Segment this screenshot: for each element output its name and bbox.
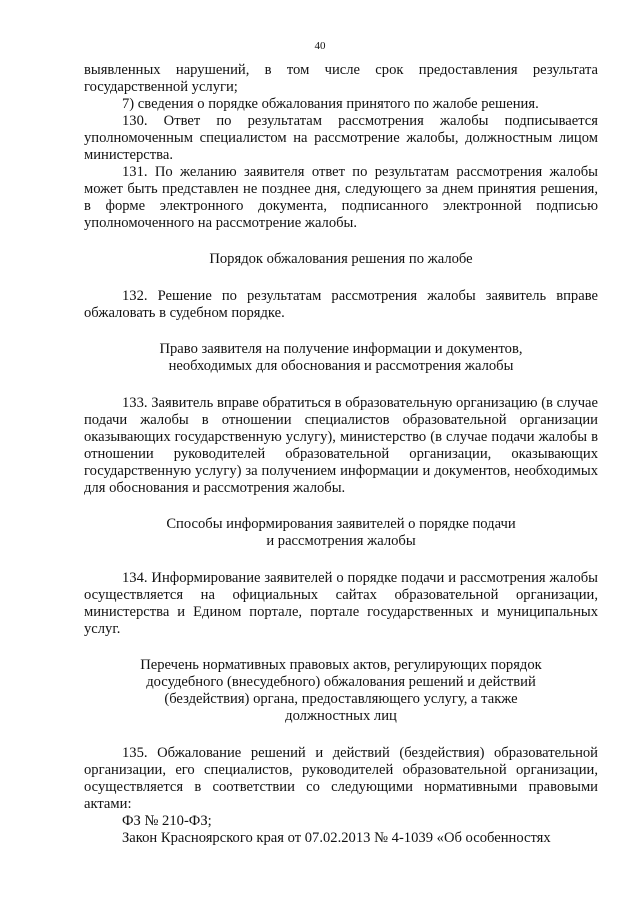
- spacer: [84, 375, 598, 395]
- document-body: [84, 62, 598, 847]
- page-number: 40: [314, 40, 326, 52]
- section-heading-line: должностных лиц: [285, 708, 397, 724]
- paragraph: ФЗ № 210-ФЗ;: [122, 813, 212, 829]
- section-heading: [84, 251, 598, 268]
- spacer: [84, 322, 598, 341]
- paragraph: 131. По желанию заявителя ответ по результатам рассмотрения жалобы может быть представлен не позднее дня, следующего за днем принятия решения, в форме электронного документа, подписанного электронной подписью уполномоченного на рассмотрение жалобы.: [84, 164, 598, 231]
- section-heading-line: Право заявителя на получение информации и документов,: [159, 341, 523, 357]
- section-heading-line: Перечень нормативных правовых актов, регулирующих порядок: [140, 657, 542, 673]
- section-heading-line: Порядок обжалования решения по жалобе: [209, 251, 473, 267]
- spacer: [84, 232, 598, 251]
- section-heading-line: и рассмотрения жалобы: [266, 533, 416, 549]
- paragraph: 132. Решение по результатам рассмотрения жалобы заявитель вправе обжаловать в судебном порядке.: [84, 288, 598, 321]
- spacer: [84, 638, 598, 657]
- section-heading: [84, 341, 598, 375]
- section-heading-line: необходимых для обоснования и рассмотрения жалобы: [168, 358, 514, 374]
- paragraph: 7) сведения о порядке обжалования принятого по жалобе решения.: [122, 96, 539, 112]
- section-heading-line: Способы информирования заявителей о порядке подачи: [166, 516, 516, 532]
- section-heading: [84, 516, 598, 550]
- spacer: [84, 550, 598, 570]
- paragraph: 133. Заявитель вправе обратиться в образовательную организацию (в случае подачи жалобы в отношении специалистов образовательной организации оказывающих государственную услугу), министерство (в случае подачи жалобы в отношении руководителей образовательной организации, оказывающих государственную услугу) за получением информации и документов, необходимых для обоснования и рассмотрения жалобы.: [84, 395, 598, 496]
- section-heading-line: досудебного (внесудебного) обжалования решений и действий: [146, 674, 536, 690]
- spacer: [84, 268, 598, 288]
- section-heading: [84, 657, 598, 725]
- paragraph: 134. Информирование заявителей о порядке подачи и рассмотрения жалобы осуществляется на официальных сайтах образовательной организации, министерства и Едином портале, портале государственных и муниципальных услуг.: [84, 570, 598, 637]
- spacer: [84, 497, 598, 516]
- paragraph: Закон Красноярского края от 07.02.2013 № 4-1039 «Об особенностях: [122, 830, 551, 846]
- section-heading-line: (бездействия) органа, предоставляющего услугу, а также: [164, 691, 518, 707]
- paragraph: 135. Обжалование решений и действий (бездействия) образовательной организации, его специалистов, руководителей образовательной организации, осуществляется в соответствии со следующими нормативными правовыми актами:: [84, 745, 598, 812]
- paragraph: 130. Ответ по результатам рассмотрения жалобы подписывается уполномоченным специалистом на рассмотрение жалобы, должностным лицом министерства.: [84, 113, 598, 163]
- paragraph: выявленных нарушений, в том числе срок предоставления результата государственной услуги;: [84, 62, 598, 95]
- spacer: [84, 725, 598, 745]
